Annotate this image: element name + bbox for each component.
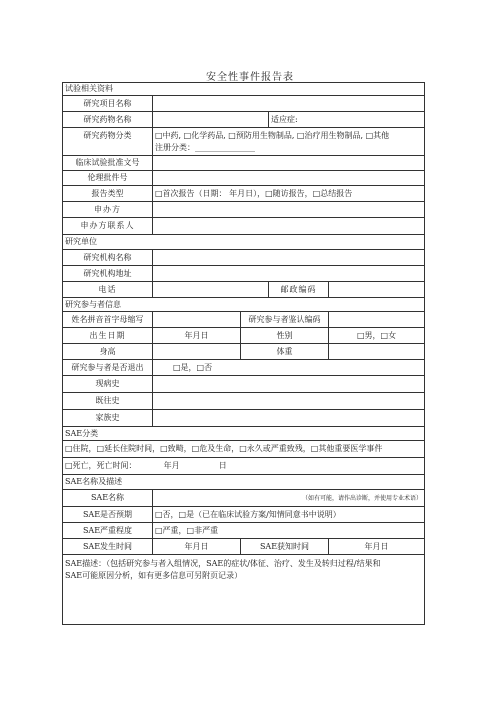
section-heading-subject: 研究参与者信息	[63, 298, 425, 312]
drug-class-field[interactable]	[153, 128, 425, 156]
sex-label: 性别	[241, 328, 329, 344]
project-name-field[interactable]	[153, 96, 425, 112]
sponsor-contact-label: 申办方联系人	[63, 218, 153, 235]
present-history-label: 现病史	[63, 376, 153, 393]
subject-code-label: 研究参与者鉴认编码	[241, 312, 329, 328]
postcode-label: 邮政编码	[269, 282, 329, 298]
sae-aware-label: SAE获知时间	[241, 539, 329, 555]
drug-name-field[interactable]	[153, 112, 269, 128]
past-history-label: 既往史	[63, 393, 153, 410]
birth-field[interactable]: 年月日	[153, 328, 241, 344]
initials-label: 姓名拼音首字母缩写	[63, 312, 153, 328]
height-field[interactable]	[153, 344, 241, 360]
approval-no-field[interactable]	[153, 156, 425, 171]
sae-name-hint: （如有可能，请作出诊断，并使用专业术语）	[302, 494, 423, 502]
report-type-options[interactable]: □首次报告（日期： 年月日），□随访报告，□总结报告	[153, 186, 425, 202]
present-history-field[interactable]	[153, 376, 425, 393]
sae-expected-label: SAE是否预期	[63, 507, 153, 523]
section-heading-sae-name: SAE名称及描述	[63, 475, 425, 490]
institution-address-field[interactable]	[153, 266, 425, 282]
drug-name-label: 研究药物名称	[63, 112, 153, 128]
past-history-field[interactable]	[153, 393, 425, 410]
institution-name-field[interactable]	[153, 250, 425, 266]
initials-field[interactable]	[153, 312, 241, 328]
weight-label: 体重	[241, 344, 329, 360]
section-heading-trial-info: 试验相关资料	[63, 83, 425, 96]
drug-class-label: 研究药物分类	[63, 128, 153, 156]
approval-no-label: 临床试验批准文号	[63, 156, 153, 171]
sae-report-form	[62, 82, 425, 625]
death-time-day: 日	[218, 461, 227, 470]
sae-severity-options[interactable]: □严重，□非严重	[153, 523, 425, 539]
section-heading-sae-class: SAE分类	[63, 427, 425, 441]
sponsor-contact-field[interactable]	[153, 218, 425, 235]
withdrawn-label: 研究参与者是否退出	[63, 360, 153, 376]
section-heading-institution: 研究单位	[63, 235, 425, 250]
sae-onset-field[interactable]: 年月日	[153, 539, 241, 555]
registration-class[interactable]: 注册分类：_______________	[155, 142, 255, 152]
phone-field[interactable]	[153, 282, 269, 298]
sae-name-field[interactable]	[153, 490, 425, 507]
report-type-label: 报告类型	[63, 186, 153, 202]
ethics-no-label: 伦理批件号	[63, 171, 153, 186]
project-name-label: 研究项目名称	[63, 96, 153, 112]
sponsor-label: 申办方	[63, 202, 153, 218]
indication-label: 适应症:	[271, 114, 298, 124]
death-time-row[interactable]	[63, 458, 425, 475]
sae-onset-label: SAE发生时间	[63, 539, 153, 555]
family-history-field[interactable]	[153, 410, 425, 427]
sae-description-line2: SAE可能原因分析，如有更多信息可另附页记录）	[65, 571, 243, 580]
form-title: 安全性事件报告表	[206, 72, 294, 83]
ethics-no-field[interactable]	[153, 171, 425, 186]
sae-aware-field[interactable]: 年月日	[329, 539, 425, 555]
sae-severity-label: SAE严重程度	[63, 523, 153, 539]
subject-code-field[interactable]	[329, 312, 425, 328]
family-history-label: 家族史	[63, 410, 153, 427]
withdrawn-options[interactable]: □是，□否	[153, 360, 425, 376]
death-time-label: □死亡，死亡时间：	[65, 461, 137, 470]
sex-options[interactable]: □男，□女	[329, 328, 425, 344]
sponsor-field[interactable]	[153, 202, 425, 218]
death-time-year-month: 年月	[163, 461, 180, 470]
institution-name-label: 研究机构名称	[63, 250, 153, 266]
height-label: 身高	[63, 344, 153, 360]
sae-name-label: SAE名称	[63, 490, 153, 507]
phone-label: 电话	[63, 282, 153, 298]
sae-description-line1: SAE描述：（包括研究参与者入组情况，SAE的症状/体征、治疗、发生及转归过程/结果和	[65, 559, 381, 568]
sae-class-options[interactable]: □住院，□延长住院时间，□致畸，□危及生命，□永久或严重致残，□其他重要医学事件	[63, 441, 425, 458]
sae-description-field[interactable]	[63, 555, 425, 625]
birth-label: 出生日期	[63, 328, 153, 344]
indication-field[interactable]	[269, 112, 425, 128]
weight-field[interactable]	[329, 344, 425, 360]
postcode-field[interactable]	[329, 282, 425, 298]
drug-class-options[interactable]: □中药, □化学药品, □预防用生物制品, □治疗用生物制品, □其他	[155, 130, 390, 140]
institution-address-label: 研究机构地址	[63, 266, 153, 282]
sae-expected-options[interactable]: □否，□是（已在临床试验方案/知情同意书中说明）	[153, 507, 425, 523]
